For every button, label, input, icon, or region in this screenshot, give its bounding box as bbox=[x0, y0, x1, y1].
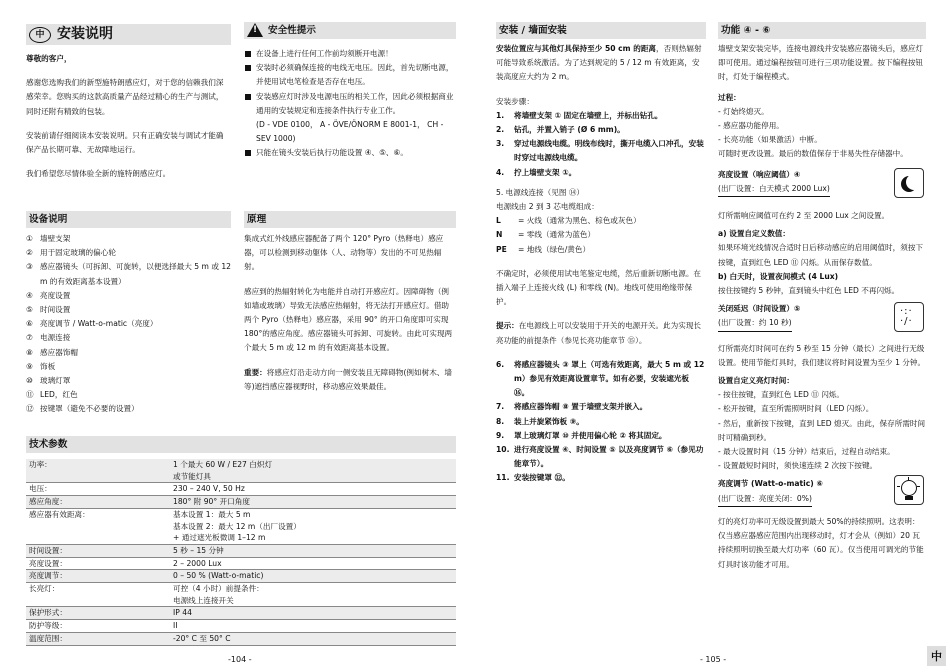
step-number: 10. bbox=[496, 445, 510, 455]
lux-a-text: 如果环境光线情况合适时日后移动感应的启用阈值时，须按下按键，直到红色 LED ⑪ 闪烁。从而保存数值。 bbox=[718, 243, 924, 267]
spec-value: IP 44 bbox=[170, 607, 456, 620]
sequence-note: 可随时更改设置。最后的数值保存于非易失性存储器中。 bbox=[718, 149, 908, 159]
install-step bbox=[496, 400, 706, 414]
step-number: 6. bbox=[496, 359, 505, 369]
spec-key: 感应角度： bbox=[26, 496, 170, 509]
wire-desc: = 零线（通常为蓝色） bbox=[518, 230, 596, 240]
sequence-item: - 灯始终熄灭。 bbox=[718, 106, 769, 116]
wire-code: PE bbox=[496, 244, 507, 254]
moon-icon bbox=[894, 168, 924, 198]
lux-b-text: 按住按键约 5 秒钟，直到镜头中红色 LED 不再闪烁。 bbox=[718, 286, 900, 296]
specs-table bbox=[26, 459, 456, 646]
device-item: ⑫ 按键罩（避免不必要的设置） bbox=[26, 404, 139, 414]
language-tab: 中 bbox=[927, 646, 946, 666]
page-number-right: - 105 - bbox=[700, 655, 727, 664]
safety-norms: (D - VDE 0100， A - ÖVE/ÖNORM E 8001-1， CH - SEV 1000) bbox=[256, 120, 444, 144]
principle-body bbox=[244, 232, 456, 394]
spec-value: -20° C 至 50° C bbox=[170, 632, 456, 645]
time-text: 灯所需亮灯时间可在约 5 秒至 15 分钟（最长）之间进行无级设置。使用节能灯具时，我们建议将时间设置为至少 1 分钟。 bbox=[718, 343, 926, 367]
install-step bbox=[496, 429, 706, 443]
time-title: 关闭延迟（时间设置）⑤ bbox=[718, 304, 801, 314]
install-step bbox=[496, 166, 706, 180]
install-step bbox=[496, 137, 706, 165]
install-section-title: 安装 / 墙面安装 bbox=[496, 22, 706, 39]
safety-item: 安装时必须确保连接的电线无电压。因此，首先切断电源，并使用试电笔检查是否存在电压。 bbox=[244, 61, 456, 89]
wire-desc: = 地线（绿色/黄色） bbox=[518, 244, 591, 254]
principle-important: 重要：将感应灯沿走动方向一侧安装且无障碍物(例如树木、墙等)遮挡感应器视野时，移动感应效果最佳。 bbox=[244, 367, 452, 391]
custom-time-item: - 按住按键，直到红色 LED ⑪ 闪烁。 bbox=[718, 390, 844, 400]
step-text: 装上并旋紧饰板 ⑨。 bbox=[514, 416, 584, 426]
specs-block bbox=[26, 436, 456, 646]
page-number-left: -104 - bbox=[228, 655, 252, 664]
step-text: 安装按键罩 ⑫。 bbox=[514, 473, 570, 483]
device-item: ③ 感应器镜头（可拆卸、可旋转，以便选择最大 5 m 或 12 m 的有效距离基本设置） bbox=[26, 262, 232, 286]
functions-intro: 墙壁支架安装完毕，连接电源线并安装感应器镜头后，感应灯即可使用。通过编程按钮可进行三项功能设置。按下编程按钮时，灯处于编程模式。 bbox=[718, 44, 924, 82]
left-column-b bbox=[244, 0, 456, 391]
principle-section-title: 原理 bbox=[244, 211, 456, 228]
dim-block bbox=[718, 477, 926, 571]
spec-row bbox=[26, 620, 456, 633]
spec-value: 5 秒 – 15 分钟 bbox=[170, 544, 456, 557]
install-step bbox=[496, 415, 706, 429]
step-text: 钻孔，并置入销子 (Ø 6 mm)。 bbox=[514, 125, 625, 135]
safety-item: 安装感应灯时涉及电源电压的相关工作，因此必须根据商业通用的安装规定和连接条件执行专业工作。 bbox=[244, 90, 456, 118]
intro-para-2: 安装前请仔细阅读本安装说明。只有正确安装与调试才能确保产品长期可靠、无故障地运行。 bbox=[26, 130, 224, 155]
timer-icon: ·:· ·/· bbox=[894, 302, 924, 332]
spec-row bbox=[26, 607, 456, 620]
dim-text: 灯的亮灯功率可无级设置到最大 50%的持续照明。这表明：仅当感应器感应范围内出现移动时，灯才会从（例如）20 瓦持续照明切换至最大灯功率（60 瓦）。仅当使用可调光的节能灯具时该功能才可用。 bbox=[718, 516, 924, 569]
language-badge: 中 bbox=[29, 27, 51, 43]
spec-row bbox=[26, 632, 456, 645]
uncertain-note: 不确定时，必须使用试电笔鉴定电缆，然后重新切断电源。在插入端子上连接火线 (L) 和零线 (N)。地线可使用绝缘带保护。 bbox=[496, 268, 702, 307]
spec-value: 0 – 50 % (Watt-o-matic) bbox=[170, 570, 456, 583]
lux-title: 亮度设置（响应阈值）④ bbox=[718, 169, 801, 179]
wire-code: N bbox=[496, 230, 503, 240]
time-factory: (出厂设置：约 10 秒) bbox=[718, 316, 792, 331]
device-item: ② 用于固定玻璃的偏心轮 bbox=[26, 248, 116, 258]
spec-key: 温度范围： bbox=[26, 632, 170, 645]
intro-para-1: 感谢您选购我们的新型施特朗感应灯，对于您的信赖我们深感荣幸。您购买的这款高质量产品经过精心的生产与测试，同时还附有精致的包装。 bbox=[26, 78, 224, 116]
wire-item bbox=[496, 214, 706, 228]
install-step bbox=[496, 109, 706, 123]
step5-sub: 电源线由 2 到 3 芯电缆组成： bbox=[496, 202, 599, 212]
install-step bbox=[496, 443, 706, 471]
spec-value: 180° 附 90° 开口角度 bbox=[170, 496, 456, 509]
intro-para-3: 我们希望您尽情体验全新的施特朗感应灯。 bbox=[26, 169, 171, 179]
sequence-item: - 感应器功能停用。 bbox=[718, 121, 784, 131]
step-text: 将感应器饰帽 ⑧ 置于墙壁支架并嵌入。 bbox=[514, 402, 648, 412]
wire-list bbox=[496, 214, 706, 257]
step-number: 4. bbox=[496, 167, 505, 177]
device-list bbox=[26, 232, 231, 417]
step-number: 8. bbox=[496, 416, 505, 426]
warning-triangle-icon bbox=[247, 23, 263, 37]
device-item: ⑧ 感应器饰帽 bbox=[26, 347, 78, 357]
device-item: ⑦ 电源连接 bbox=[26, 333, 71, 343]
spec-key: 亮度设置： bbox=[26, 557, 170, 570]
step-number: 3. bbox=[496, 139, 505, 149]
install-hint: 提示：在电源线上可以安装用于开关的电源开关。此为实现长亮功能的前提条件（参见长亮功能章节 ⑮）。 bbox=[496, 321, 702, 345]
greeting: 尊敬的客户， bbox=[26, 54, 72, 63]
spec-key: 长亮灯： bbox=[26, 583, 170, 607]
install-steps-title: 安装步骤： bbox=[496, 96, 534, 106]
safety-item: 只能在镜头安装后执行功能设置 ④、⑤、⑥。 bbox=[244, 146, 456, 160]
spec-row bbox=[26, 557, 456, 570]
principle-para-1: 集成式红外线感应器配备了两个 120° Pyro（热释电）感应器，可以检测到移动躯体（人、动物等）发出的不可见热辐射。 bbox=[244, 234, 444, 272]
wire-item bbox=[496, 228, 706, 242]
step5-title: 5. 电源线连接（见图 ⑭） bbox=[496, 187, 585, 197]
left-column-a bbox=[26, 0, 232, 414]
functions-section-title: 功能 ④ - ⑥ bbox=[718, 22, 926, 39]
safety-item: 在设备上进行任何工作前均须断开电源！ bbox=[244, 47, 456, 61]
wire-code: L bbox=[496, 216, 501, 226]
step-text: 穿过电源线电缆。明线布线时，撕开电缆入口冲孔，安装时穿过电源线电缆。 bbox=[514, 139, 704, 163]
spec-value: II bbox=[170, 620, 456, 633]
step-number: 2. bbox=[496, 125, 505, 135]
spec-key: 电压： bbox=[26, 483, 170, 496]
device-item: ⑥ 亮度调节 / Watt-o-matic（亮度） bbox=[26, 319, 158, 329]
device-item: ⑪ LED，红色 bbox=[26, 390, 78, 400]
spec-row bbox=[26, 583, 456, 607]
spec-row bbox=[26, 508, 456, 544]
step-text: 将感应器镜头 ③ 罩上（可选有效距离，最大 5 m 或 12 m）参见有效距离设置章节。如有必要，安装遮光板 ⑯。 bbox=[514, 359, 705, 398]
step-text: 将墙壁支架 ① 固定在墙壁上，并标出钻孔。 bbox=[514, 110, 663, 120]
device-item: ① 墙壁支架 bbox=[26, 234, 71, 243]
device-item: ⑤ 时间设置 bbox=[26, 305, 71, 315]
step-text: 进行亮度设置 ④、时间设置 ⑤ 以及亮度调节 ⑥（参见功能章节）。 bbox=[514, 445, 704, 469]
lux-factory: (出厂设置：白天模式 2000 Lux) bbox=[718, 182, 830, 197]
device-item: ④ 亮度设置 bbox=[26, 290, 71, 300]
right-column-a bbox=[496, 0, 706, 486]
custom-time-list bbox=[718, 388, 926, 473]
custom-time-title: 设置自定义亮灯时间： bbox=[718, 376, 794, 386]
principle-para-2: 感应到的热辐射转化为电能并自动打开感应灯。因障碍物（例如墙或玻璃）导致无法感应热辐射，将无法打开感应灯。借助两个 Pyro（热释电）感应器，采用 90° 的开口角度即可实现 180°的感应角度。感应器镜头可拆卸、可旋转。由此可实现两个最大 5 m 或 12 m 的有效距离基本设置。 bbox=[244, 286, 453, 353]
right-column-b bbox=[718, 0, 926, 572]
sequence-item: - 长亮功能（如果激活）中断。 bbox=[718, 135, 822, 145]
sequence-title: 过程： bbox=[718, 92, 741, 102]
device-item: ⑩ 玻璃灯罩 bbox=[26, 376, 71, 386]
time-block bbox=[718, 302, 926, 473]
custom-time-item: - 然后，重新按下按键，直到 LED 熄灭。由此，保存所需时间时可精确到秒。 bbox=[718, 418, 926, 442]
lux-block bbox=[718, 168, 926, 299]
spec-key: 功率： bbox=[26, 459, 170, 483]
custom-time-item: - 松开按键，直至所需照明时间（LED 闪烁）。 bbox=[718, 404, 874, 414]
lux-a-title: a) 设置自定义数值： bbox=[718, 229, 790, 239]
custom-time-item: - 设置最短时间时，须快速连续 2 次按下按键。 bbox=[718, 461, 878, 471]
spec-value: 2 – 2000 Lux bbox=[170, 557, 456, 570]
lux-b-title: b) 白天时，设置夜间模式 (4 Lux) bbox=[718, 271, 839, 281]
spec-key: 时间设置： bbox=[26, 544, 170, 557]
spec-row bbox=[26, 483, 456, 496]
install-step bbox=[496, 358, 706, 401]
lux-text: 灯所需响应阈值可在约 2 至 2000 Lux 之间设置。 bbox=[718, 211, 890, 221]
wire-item bbox=[496, 243, 706, 257]
install-steps-b bbox=[496, 358, 706, 486]
custom-time-item: - 最大设置时间（15 分钟）结束后，过程自动结束。 bbox=[718, 447, 895, 457]
step-number: 7. bbox=[496, 402, 505, 412]
step-number: 1. bbox=[496, 110, 505, 120]
spec-value: 可控（4 小时）前提条件： 电源线上连接开关 bbox=[170, 583, 456, 607]
safety-section-title: !安全性提示 bbox=[244, 22, 456, 39]
bulb-dim-icon bbox=[894, 475, 924, 505]
install-lead: 安装位置应与其他灯具保持至少 50 cm 的距离，否则热辐射可能导致系统激活。为了达到规定的 5 / 12 m 有效距离，安装高度应大约为 2 m。 bbox=[496, 44, 702, 82]
spec-value: 230 – 240 V, 50 Hz bbox=[170, 483, 456, 496]
spec-key: 保护形式： bbox=[26, 607, 170, 620]
install-steps-a bbox=[496, 109, 706, 180]
wire-desc: = 火线（通常为黑色、棕色或灰色） bbox=[518, 216, 641, 226]
install-step bbox=[496, 471, 706, 485]
spec-row bbox=[26, 459, 456, 483]
step-number: 9. bbox=[496, 430, 505, 440]
page-title: 安装说明 bbox=[57, 26, 113, 42]
spec-row bbox=[26, 544, 456, 557]
page-title-bar bbox=[26, 24, 231, 45]
dim-title: 亮度调节 (Watt-o-matic) ⑥ bbox=[718, 479, 823, 489]
spec-key: 防护等级： bbox=[26, 620, 170, 633]
dim-factory: (出厂设置：亮度关闭：0%) bbox=[718, 492, 812, 507]
step-text: 罩上玻璃灯罩 ⑩ 并使用偏心轮 ② 将其固定。 bbox=[514, 430, 667, 440]
spec-value: 1 个最大 60 W / E27 白炽灯 或节能灯具 bbox=[170, 459, 456, 483]
spec-key: 感应器有效距离： bbox=[26, 508, 170, 544]
device-item: ⑨ 饰板 bbox=[26, 361, 56, 371]
install-step bbox=[496, 123, 706, 137]
spec-row bbox=[26, 570, 456, 583]
specs-section-title: 技术参数 bbox=[26, 436, 456, 453]
device-section-title: 设备说明 bbox=[26, 211, 231, 228]
spec-value: 基本设置 1：最大 5 m 基本设置 2：最大 12 m（出厂设置） + 通过遮光板微调 1–12 m bbox=[170, 508, 456, 544]
step-text: 拧上墙壁支架 ①。 bbox=[514, 167, 577, 177]
spec-key: 亮度调节： bbox=[26, 570, 170, 583]
step-number: 11. bbox=[496, 473, 510, 483]
spec-row bbox=[26, 496, 456, 509]
